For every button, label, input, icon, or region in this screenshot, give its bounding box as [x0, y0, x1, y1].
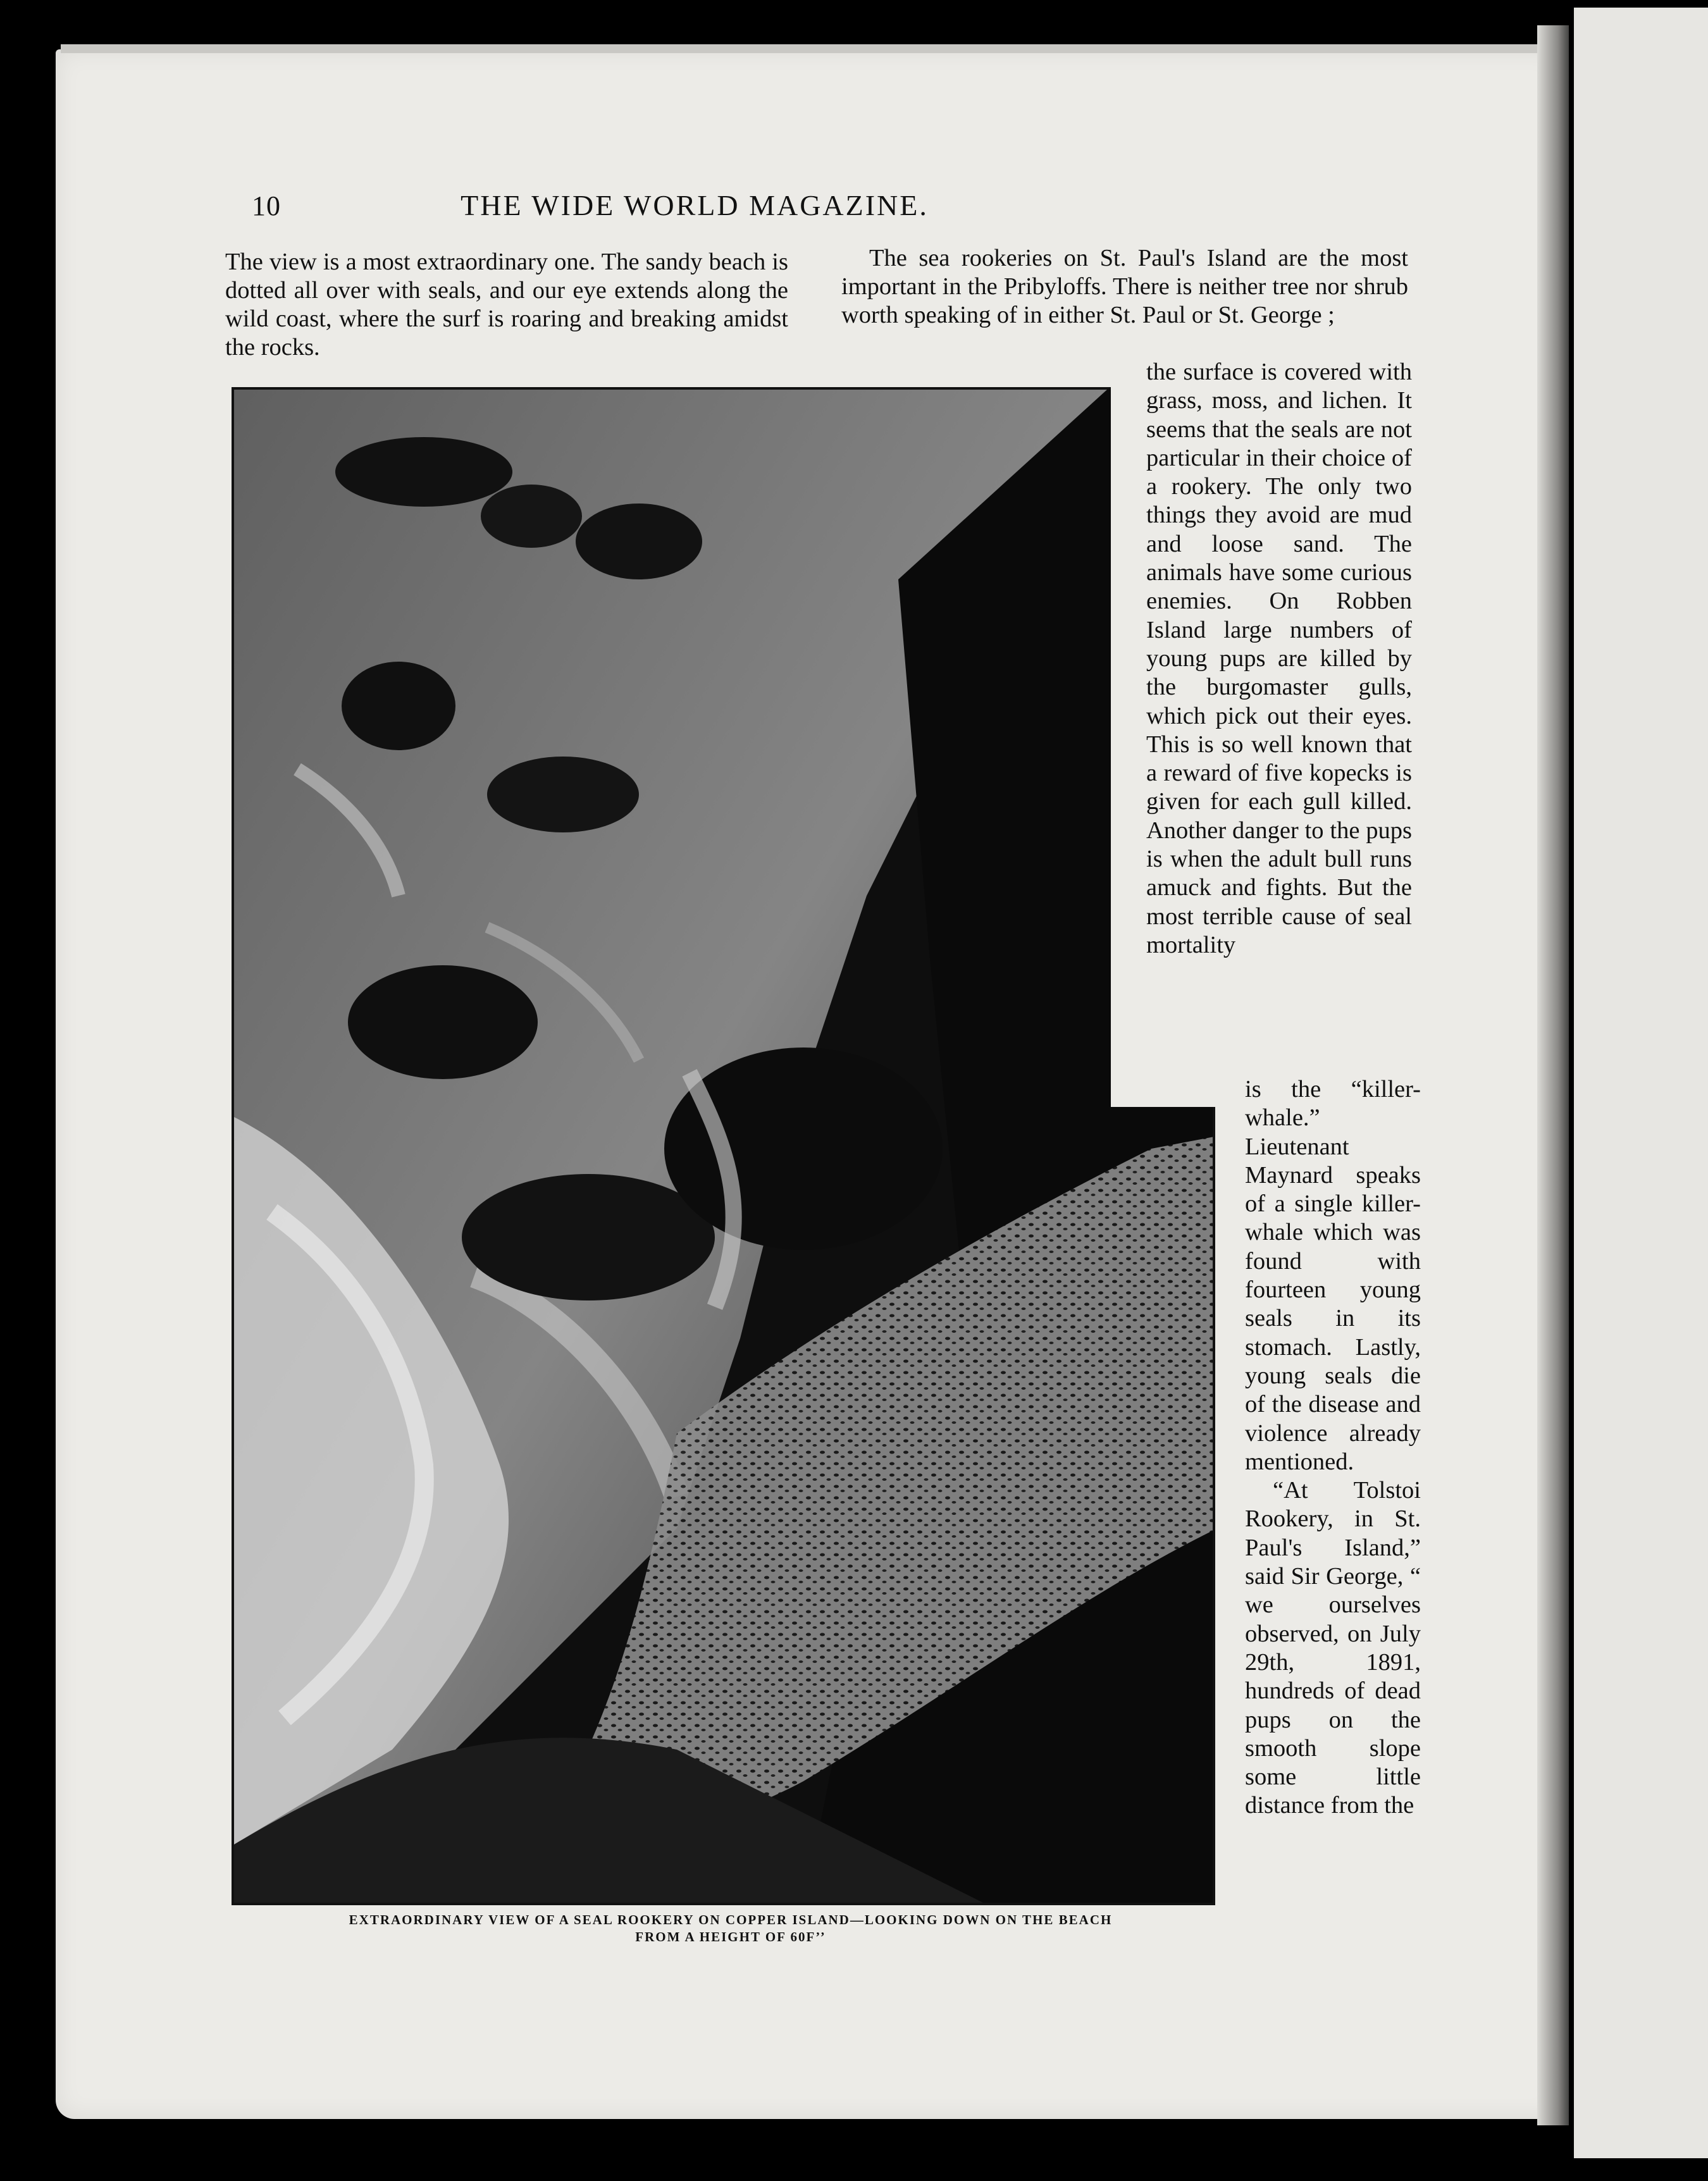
quote-paragraph: “At Tolstoi Rookery, in St. Paul's Island,” said Sir George, “ we ourselves observed, on July 29th, 1891, hundreds of dead pups on the smooth slope some little distance from the [1245, 1477, 1421, 1819]
page-number: 10 [252, 190, 281, 221]
caption-line-1: EXTRAORDINARY VIEW OF A SEAL ROOKERY ON COPPER ISLAND—LOOKING DOWN ON THE BEACH [349, 1912, 1113, 1927]
wrapped-text-block-2 [1245, 1075, 1421, 1820]
right-column-intro [841, 244, 1408, 330]
left-paragraph: The view is a most extraordinary one. The sandy beach is dotted all over with seals, and our eye extends along the wild coast, where the surf is roaring and breaking amidst the rocks. [225, 249, 788, 361]
page-top-edge [61, 44, 1560, 53]
wrapped-text-block-1 [1146, 358, 1412, 960]
facing-page-sheet [1574, 8, 1708, 2158]
running-header: THE WIDE WORLD MAGAZINE. [461, 189, 929, 221]
right-intro-paragraph: The sea rookeries on St. Paul's Island are the most important in the Pribyloffs. There is neither tree nor shrub worth speaking of in either St. Paul or St. George ; [841, 245, 1408, 328]
illustration-caption [266, 1912, 1196, 1946]
rookery-engraving [234, 390, 1215, 1905]
seal-rookery-illustration [232, 387, 1215, 1905]
left-column-text [225, 248, 788, 362]
wrapped-paragraph-2: is the “killer-whale.” Lieutenant Maynard speaks of a single killer-whale which was found with fourteen young seals in its stomach. Lastly, young seals die of the disease and violence already mentioned. [1245, 1076, 1421, 1475]
wrapped-paragraph-1: the surface is covered with grass, moss, and lichen. It seems that the seals are not particular in their choice of a rookery. The only two things they avoid are mud and loose sand. The animals have some curious enemies. On Robben Island large numbers of young pups are killed by the burgomaster gulls, which pick out their eyes. This is so well known that a reward of five kopecks is given for each gull killed. Another danger to the pups is when the adult bull runs amuck and fights. But the most terrible cause of seal mortality [1146, 359, 1412, 958]
caption-line-2: FROM A HEIGHT OF 60F’’ [635, 1929, 826, 1944]
